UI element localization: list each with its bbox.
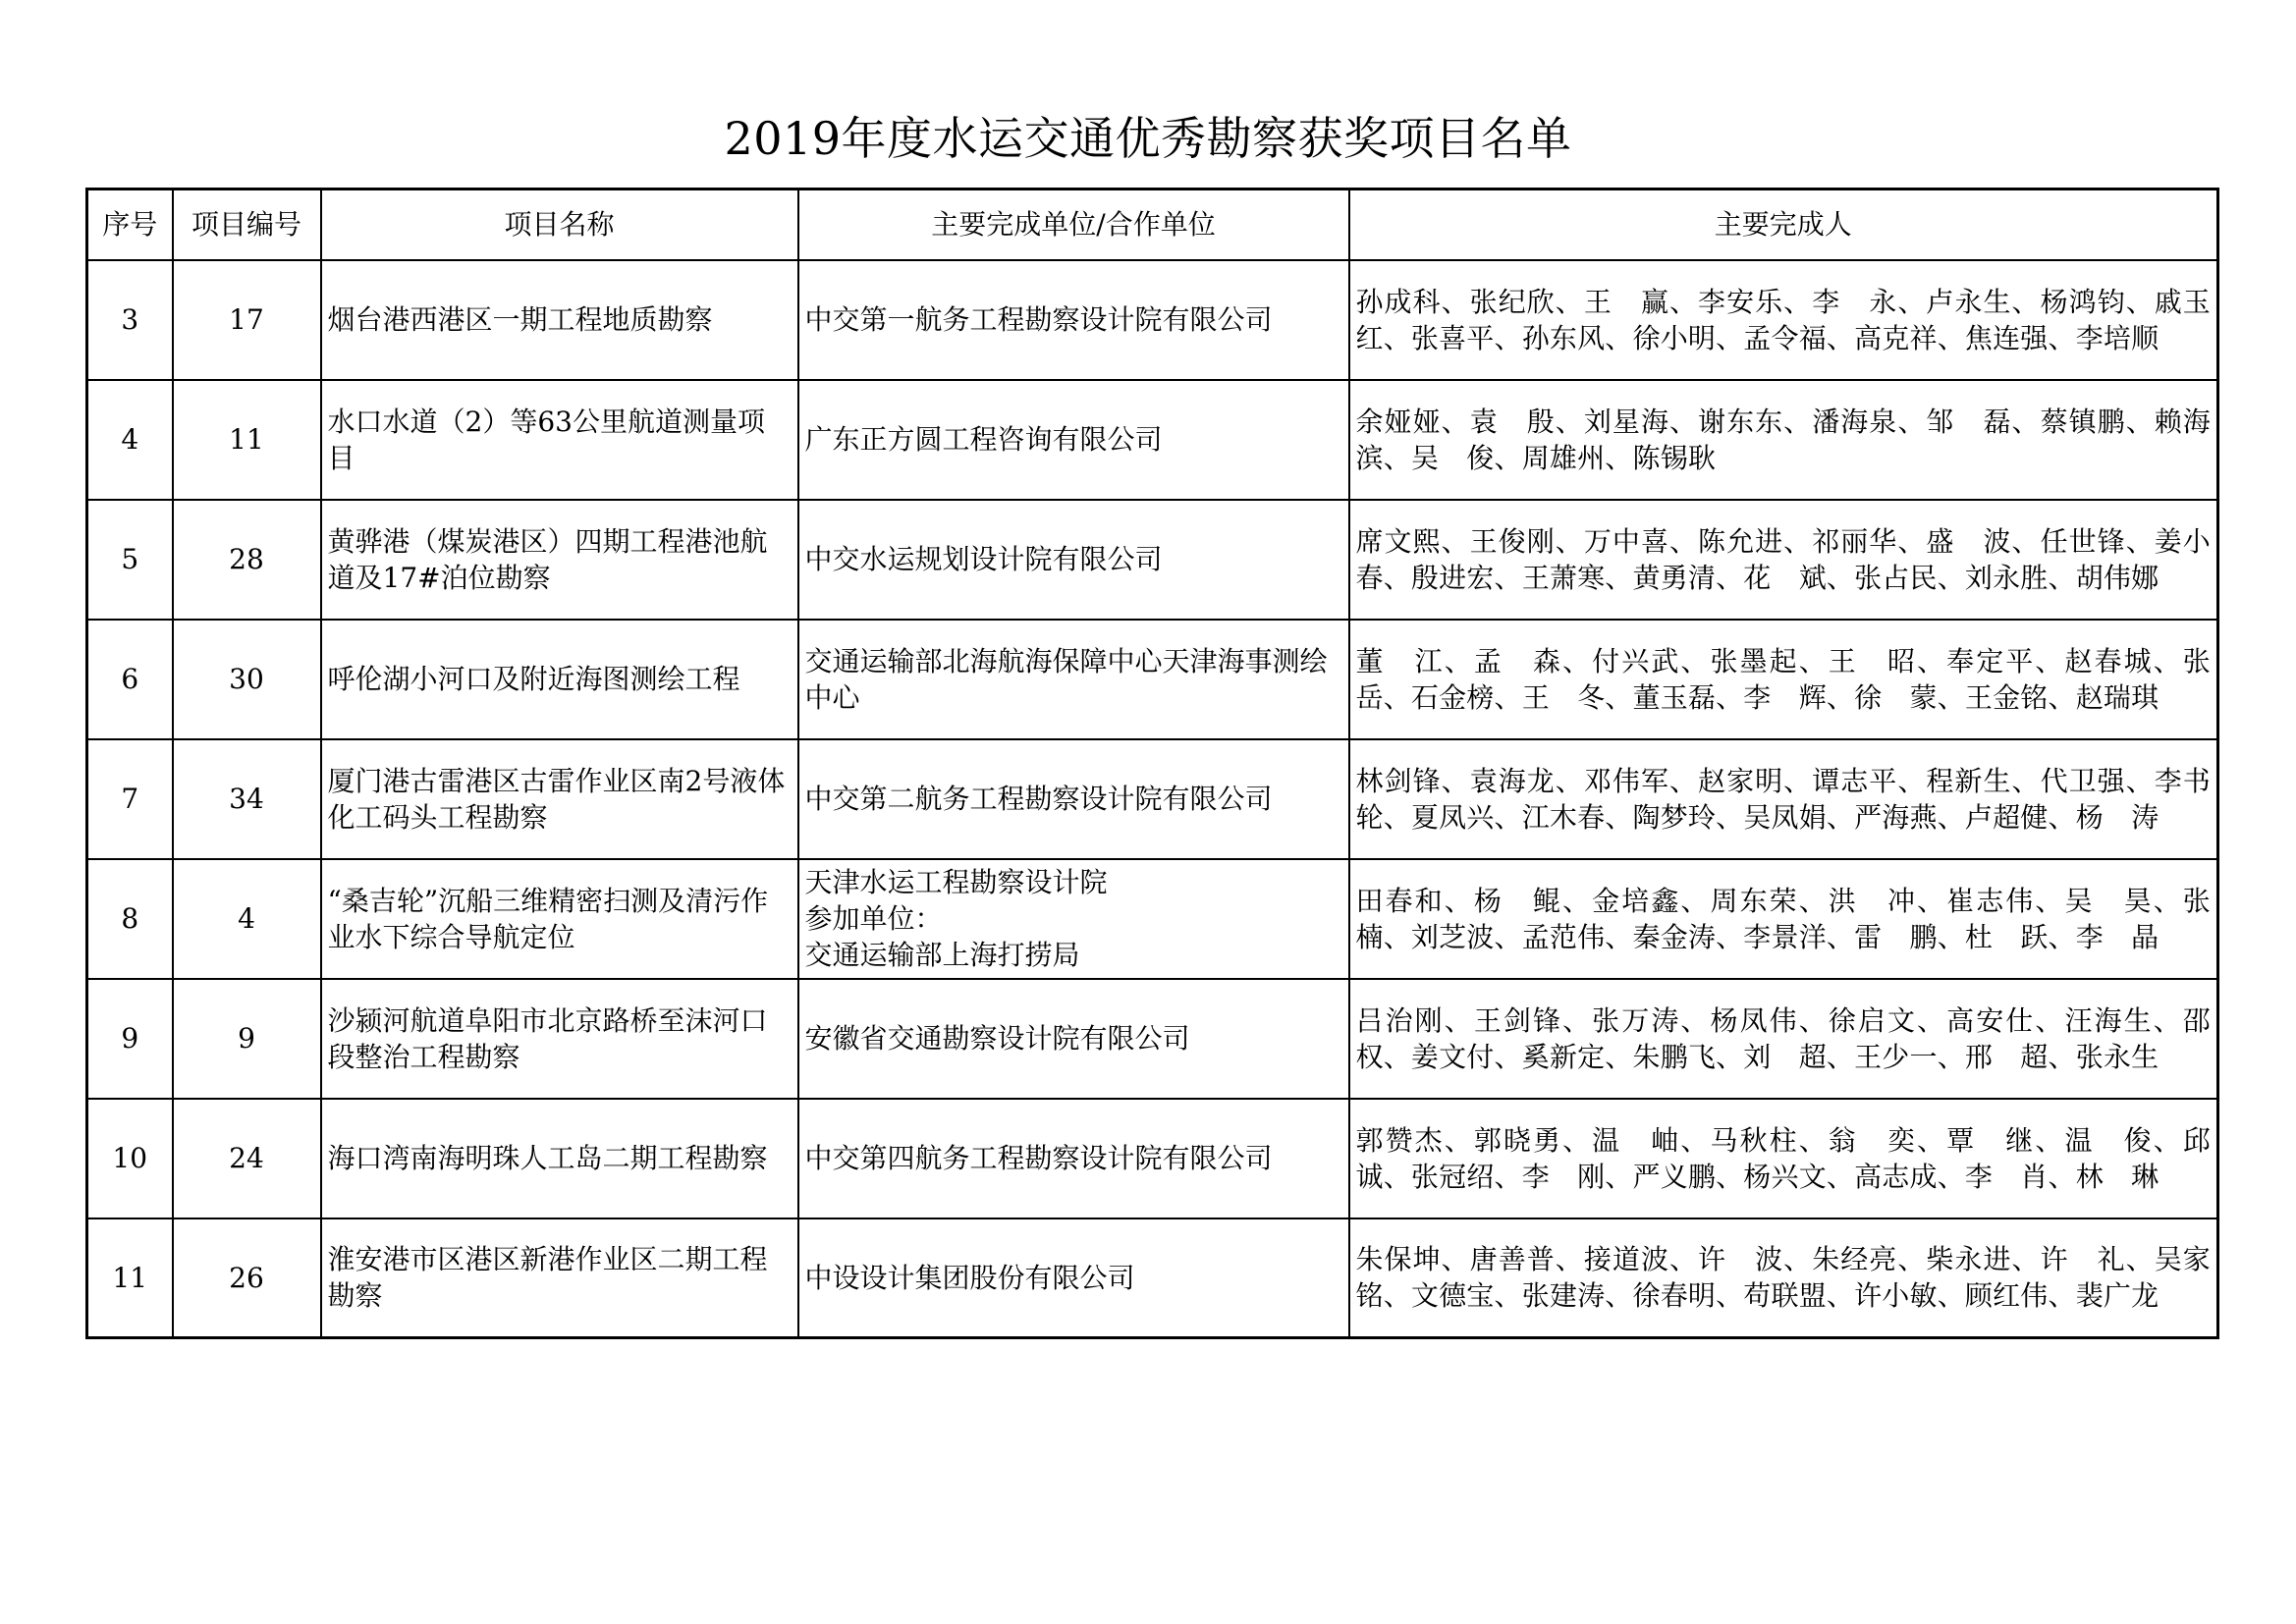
completion-unit-line: 参加单位： (804, 902, 943, 935)
main-contributors: 吕治刚、王剑锋、张万涛、杨凤伟、徐启文、高安仕、汪海生、邵 权、姜文付、奚新定、朱鹏飞、刘 超、王少一、邢 超、张永生 (1349, 979, 2218, 1099)
table-row (87, 380, 2218, 500)
row-number: 9 (87, 979, 173, 1099)
completion-unit-line: 安徽省交通勘察设计院有限公司 (804, 1022, 1190, 1055)
row-number: 10 (87, 1099, 173, 1218)
row-number: 8 (87, 859, 173, 979)
project-code: 4 (173, 859, 321, 979)
header-name: 项目名称 (321, 189, 798, 260)
completion-unit (798, 380, 1349, 500)
main-contributors: 田春和、杨 鲲、金培鑫、周东荣、洪 冲、崔志伟、吴 昊、张 楠、刘芝波、孟范伟、秦金涛、李景洋、雷 鹏、杜 跃、李 晶 (1349, 859, 2218, 979)
table-row (87, 979, 2218, 1099)
completion-unit (798, 260, 1349, 380)
table-row (87, 500, 2218, 620)
project-name: “桑吉轮”沉船三维精密扫测及清污作业水下综合导航定位 (321, 859, 798, 979)
completion-unit (798, 1218, 1349, 1338)
main-contributors: 席文熙、王俊刚、万中喜、陈允进、祁丽华、盛 波、任世锋、姜小春、殷进宏、王萧寒、黄勇清、花 斌、张占民、刘永胜、胡伟娜 (1349, 500, 2218, 620)
main-contributors: 余娅娅、袁 殷、刘星海、谢东东、潘海泉、邹 磊、蔡镇鹏、赖海滨、吴 俊、周雄州、陈锡耿 (1349, 380, 2218, 500)
project-code: 34 (173, 739, 321, 859)
completion-unit (798, 500, 1349, 620)
row-number: 11 (87, 1218, 173, 1338)
table-row (87, 1218, 2218, 1338)
project-code: 17 (173, 260, 321, 380)
completion-unit-line: 中交第四航务工程勘察设计院有限公司 (804, 1142, 1273, 1174)
completion-unit (798, 979, 1349, 1099)
project-name: 呼伦湖小河口及附近海图测绘工程 (321, 620, 798, 739)
project-name: 海口湾南海明珠人工岛二期工程勘察 (321, 1099, 798, 1218)
row-number: 6 (87, 620, 173, 739)
main-contributors: 郭赞杰、郭晓勇、温 岫、马秋柱、翁 奕、覃 继、温 俊、邱 诚、张冠绍、李 刚、严义鹏、杨兴文、高志成、李 肖、林 琳 (1349, 1099, 2218, 1218)
main-contributors: 董 江、孟 森、付兴武、张墨起、王 昭、奉定平、赵春城、张 岳、石金榜、王 冬、董玉磊、李 辉、徐 蒙、王金铭、赵瑞琪 (1349, 620, 2218, 739)
completion-unit-line: 广东正方圆工程咨询有限公司 (804, 423, 1163, 456)
completion-unit (798, 1099, 1349, 1218)
main-contributors: 朱保坤、唐善普、接道波、许 波、朱经亮、柴永进、许 礼、吴家铭、文德宝、张建涛、徐春明、苟联盟、许小敏、顾红伟、裴广龙 (1349, 1218, 2218, 1338)
table-row (87, 620, 2218, 739)
header-code: 项目编号 (173, 189, 321, 260)
project-name: 烟台港西港区一期工程地质勘察 (321, 260, 798, 380)
project-code: 26 (173, 1218, 321, 1338)
row-number: 4 (87, 380, 173, 500)
table-row (87, 1099, 2218, 1218)
project-name: 厦门港古雷港区古雷作业区南2号液体化工码头工程勘察 (321, 739, 798, 859)
completion-unit-line: 中交第二航务工程勘察设计院有限公司 (804, 783, 1273, 815)
completion-unit-line: 中交水运规划设计院有限公司 (804, 543, 1163, 575)
completion-unit-line: 交通运输部上海打捞局 (804, 939, 1080, 971)
project-code: 24 (173, 1099, 321, 1218)
completion-unit (798, 620, 1349, 739)
table-row (87, 859, 2218, 979)
project-code: 30 (173, 620, 321, 739)
table-body (87, 260, 2239, 1338)
project-code: 28 (173, 500, 321, 620)
table-row (87, 739, 2218, 859)
award-table (85, 188, 2239, 1339)
project-name: 沙颍河航道阜阳市北京路桥至沫河口段整治工程勘察 (321, 979, 798, 1099)
table-header-row (87, 189, 2218, 260)
table-row (87, 260, 2218, 380)
project-name: 淮安港市区港区新港作业区二期工程勘察 (321, 1218, 798, 1338)
completion-unit (798, 739, 1349, 859)
main-contributors: 林剑锋、袁海龙、邓伟军、赵家明、谭志平、程新生、代卫强、李书轮、夏凤兴、江木春、陶梦玲、吴凤娟、严海燕、卢超健、杨 涛 (1349, 739, 2218, 859)
project-name: 黄骅港（煤炭港区）四期工程港池航道及17#泊位勘察 (321, 500, 798, 620)
completion-unit-line: 中设设计集团股份有限公司 (804, 1261, 1135, 1294)
document-title: 2019年度水运交通优秀勘察获奖项目名单 (724, 112, 1572, 165)
row-number: 3 (87, 260, 173, 380)
completion-unit-line: 天津水运工程勘察设计院 (804, 866, 1108, 898)
header-people: 主要完成人 (1349, 189, 2218, 260)
header-unit: 主要完成单位/合作单位 (798, 189, 1349, 260)
header-no: 序号 (87, 189, 173, 260)
project-name: 水口水道（2）等63公里航道测量项目 (321, 380, 798, 500)
completion-unit-line: 交通运输部北海航海保障中心天津海事测绘中心 (804, 644, 1328, 714)
row-number: 7 (87, 739, 173, 859)
project-code: 9 (173, 979, 321, 1099)
project-code: 11 (173, 380, 321, 500)
main-contributors: 孙成科、张纪欣、王 赢、李安乐、李 永、卢永生、杨鸿钧、戚玉红、张喜平、孙东风、徐小明、孟令福、高克祥、焦连强、李培顺 (1349, 260, 2218, 380)
row-number: 5 (87, 500, 173, 620)
completion-unit (798, 859, 1349, 979)
completion-unit-line: 中交第一航务工程勘察设计院有限公司 (804, 303, 1273, 336)
